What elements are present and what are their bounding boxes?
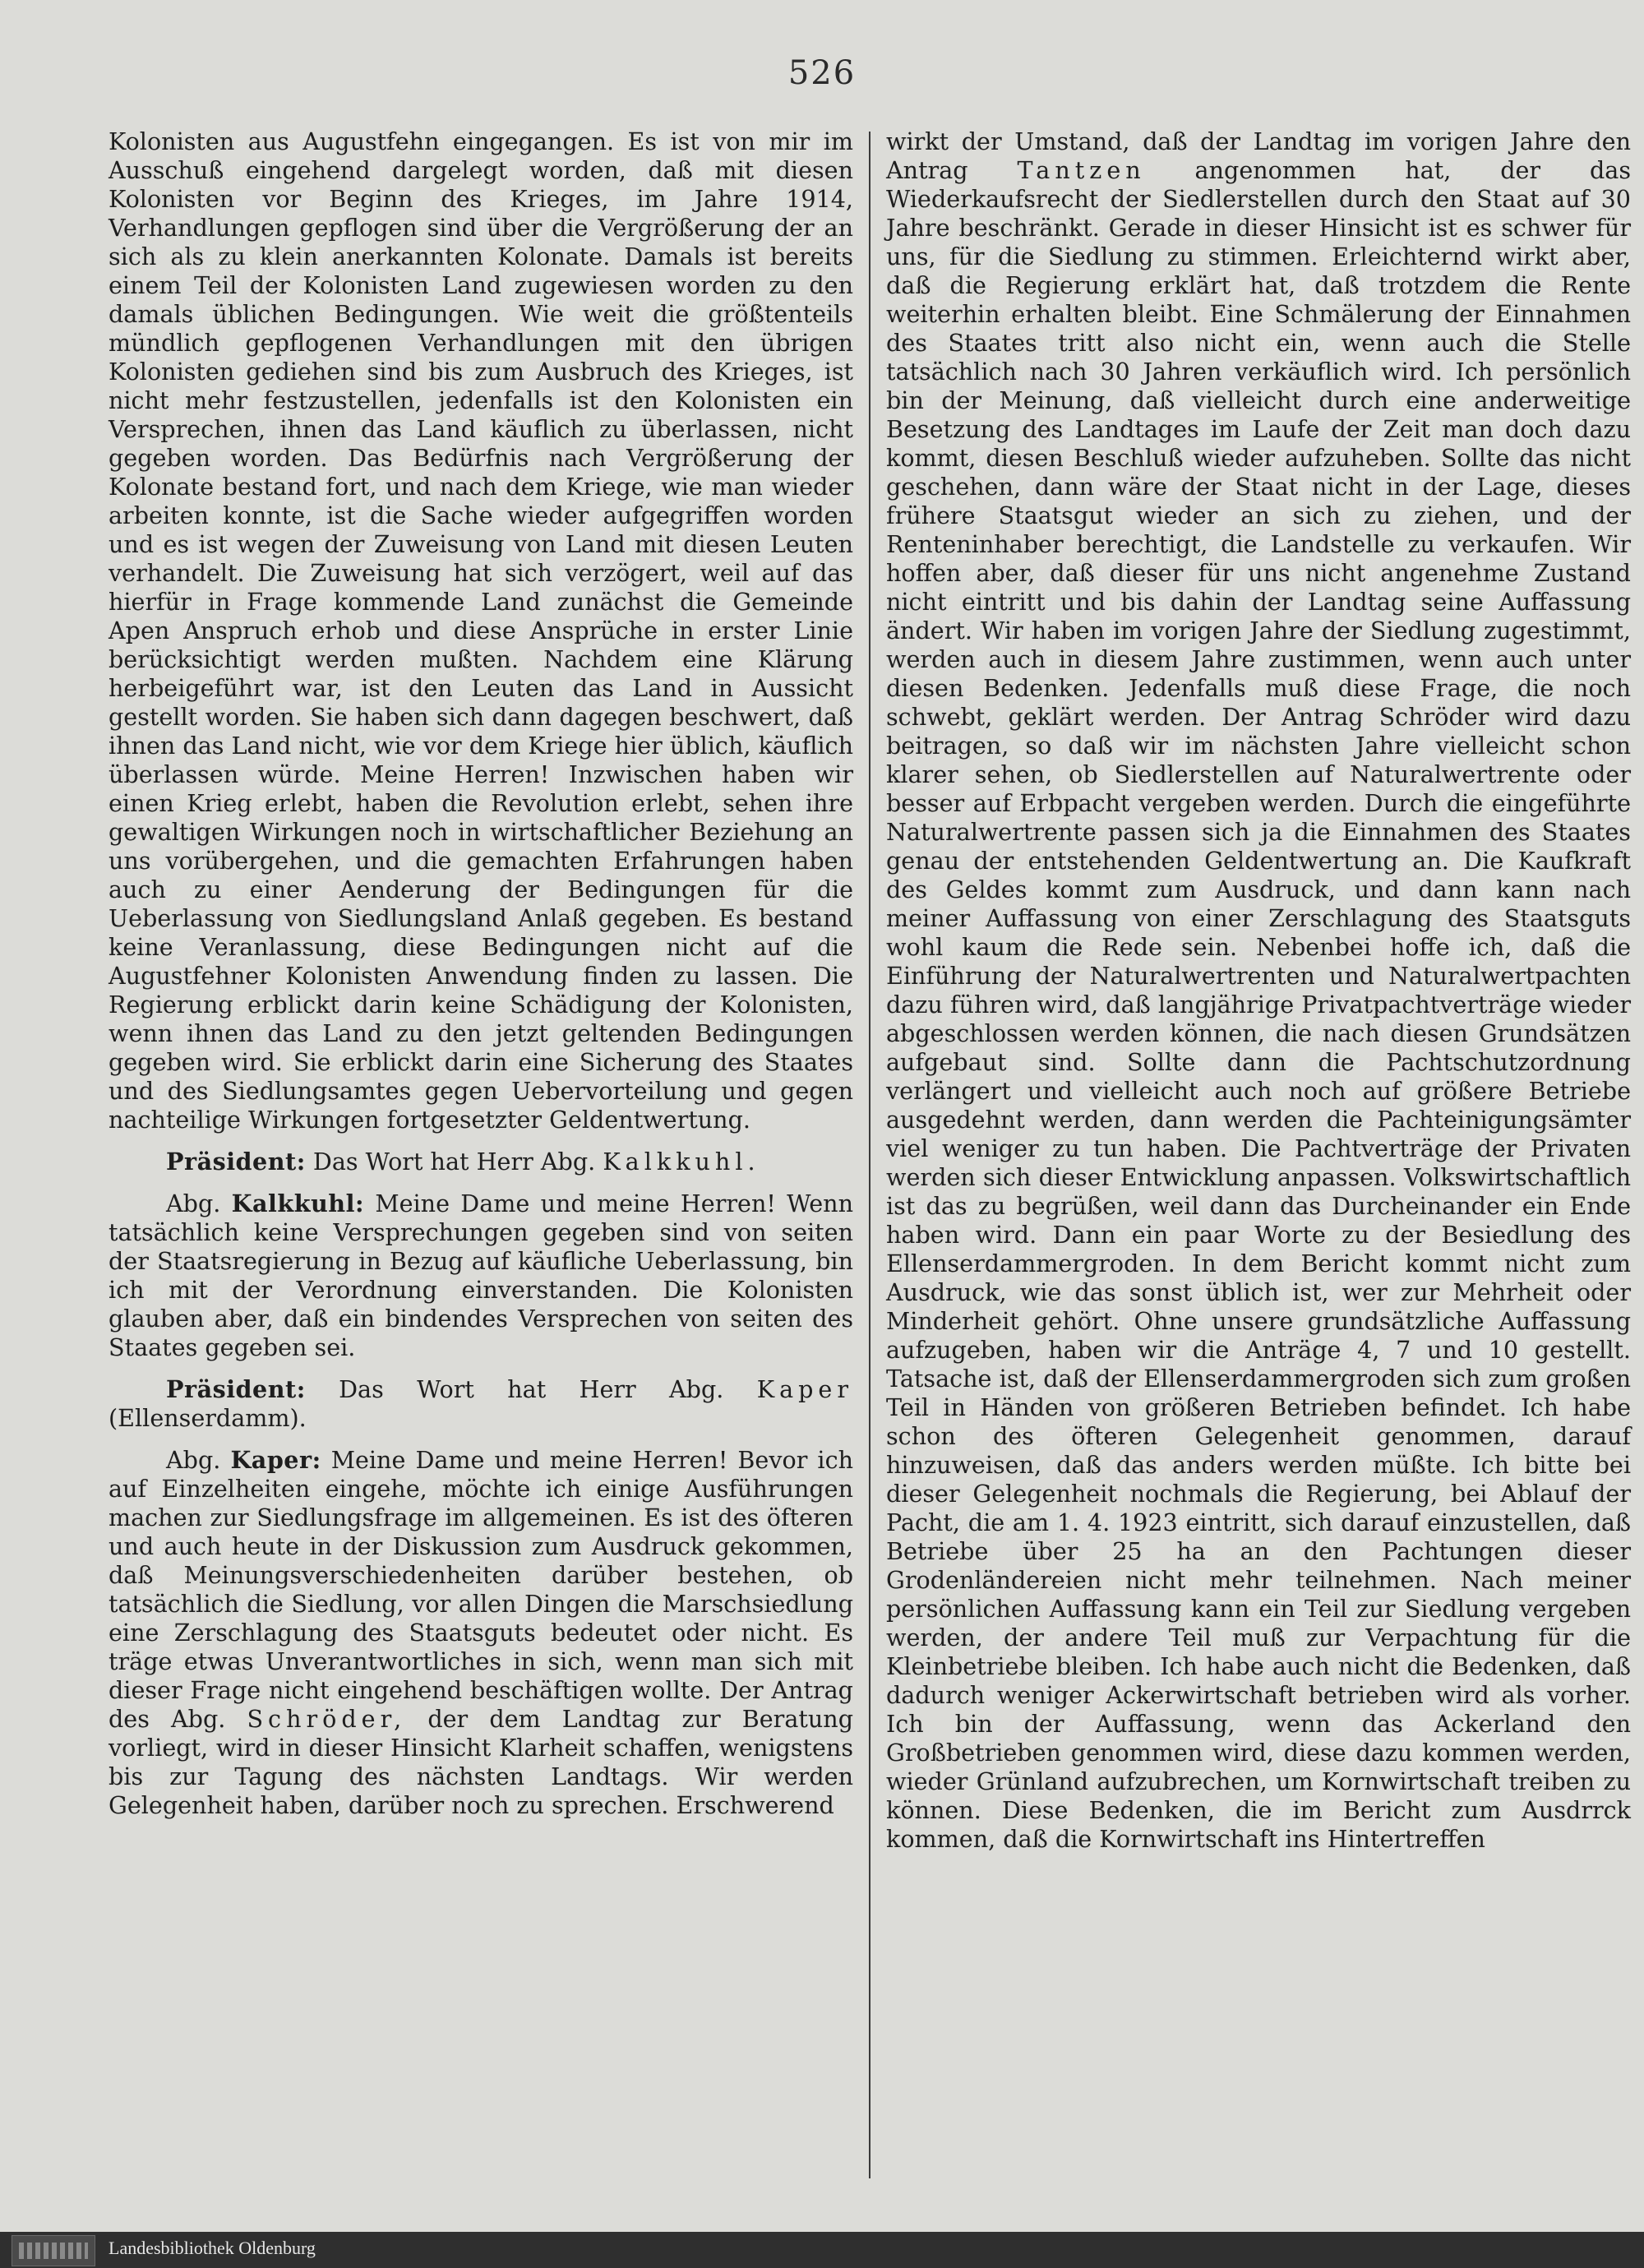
speech-text: Das Wort hat Herr Abg. <box>312 1148 596 1176</box>
left-paragraph-2 <box>109 1148 853 1176</box>
library-logo-icon <box>12 2235 95 2266</box>
speaker-label: Präsident: <box>166 1375 306 1403</box>
left-paragraph-4 <box>109 1375 853 1433</box>
right-column <box>886 127 1631 1854</box>
speech-text: Meine Dame und meine Herren! Wenn tatsächlich keine Versprechungen gegeben sind von seiten der Staatsregierung in Bezug auf käufliche Ueberlassung, bin ich mit der Verordnung einverstanden. Die Kolonisten glauben aber, daß ein bindendes Versprechen von seiten des Staates gegeben sei. <box>109 1189 853 1361</box>
left-paragraph-5 <box>109 1446 853 1820</box>
left-paragraph-3 <box>109 1189 853 1362</box>
footer-label: Landesbibliothek Oldenburg <box>109 2238 316 2258</box>
column-divider <box>869 132 870 2178</box>
speech-text: Das Wort hat Herr Abg. <box>339 1375 724 1403</box>
speaker-name: Tantzen <box>1017 156 1146 184</box>
speaker-prefix: Abg. <box>166 1189 221 1217</box>
speaker-label: Präsident: <box>166 1148 306 1176</box>
speaker-label: Kalkkuhl: <box>231 1189 365 1217</box>
speaker-name: Kalkkuhl. <box>603 1148 760 1176</box>
speech-text: angenommen hat, der das Wiederkaufsrecht der Siedlerstellen durch den Staat auf 30 Jahre beschränkt. Gerade in dieser Hinsicht ist es schwer für uns, für die Siedlung zu stimmen. Erleichternd wirkt aber, daß die Regierung erklärt hat, daß trotzdem die Rente weiterhin erhalten bleibt. Eine Schmälerung der Einnahmen des Staates tritt also nicht ein, wenn auch die Stelle tatsächlich nach 30 Jahren verkäuflich wird. Ich persönlich bin der Meinung, daß vielleicht durch eine anderweitige Besetzung des Landtages im Laufe der Zeit man doch dazu kommt, diesen Beschluß wieder aufzuheben. Sollte das nicht geschehen, dann wäre der Staat nicht in der Lage, dieses frühere Staatsgut wieder an sich zu ziehen, und der Renteninhaber berechtigt, die Landstelle zu verkaufen. Wir hoffen aber, daß dieser für uns nicht angenehme Zustand nicht eintritt und bis dahin der Landtag seine Auffassung ändert. Wir haben im vorigen Jahre der Siedlung zugestimmt, werden auch in diesem Jahre zustimmen, wenn auch unter diesen Bedenken. Jedenfalls muß diese Frage, die noch schwebt, geklärt werden. Der Antrag Schröder wird dazu beitragen, so daß wir im nächsten Jahre vielleicht schon klarer sehen, ob Siedlerstellen auf Naturalwertrente oder besser auf Erbpacht vergeben werden. Durch die eingeführte Naturalwertrente passen sich ja die Einnahmen des Staates genau der entstehenden Geldentwertung an. Die Kaufkraft des Geldes kommt zum Ausdruck, und dann kann nach meiner Auffassung von einer Zerschlagung des Staatsguts wohl kaum die Rede sein. Nebenbei hoffe ich, daß die Einführung der Naturalwertrenten und Naturalwertpachten dazu führen wird, daß langjährige Privatpachtverträge wieder abgeschlossen werden können, die nach diesen Grundsätzen aufgebaut sind. Sollte dann die Pachtschutzordnung verlängert und vielleicht auch noch auf größere Betriebe ausgedehnt werden, dann werden die Pachteinigungsämter viel weniger zu tun haben. Die Pachtverträge der Privaten werden sich dieser Entwicklung anpassen. Volkswirtschaftlich ist das zu begrüßen, weil dann das Durcheinander ein Ende haben wird. Dann ein paar Worte zu der Besiedlung des Ellenserdammergroden. In dem Bericht kommt nicht zum Ausdruck, wie das sonst üblich ist, wer zur Mehrheit oder Minderheit gehört. Ohne unsere grundsätzliche Auffassung aufzugeben, haben wir die Anträge 4, 7 und 10 gestellt. Tatsache ist, daß der Ellenserdammergroden sich zum großen Teil in Händen von größeren Betrieben befindet. Ich habe schon des öfteren Gelegenheit genommen, darauf hinzuweisen, daß das anders werden müßte. Ich bitte bei dieser Gelegenheit nochmals die Regierung, bei Ablauf der Pacht, die am 1. 4. 1923 eintritt, sich darauf einzustellen, daß Betriebe über 25 ha an den Pachtungen dieser Grodenländereien nicht mehr teilnehmen. Nach meiner persönlichen Auffassung kann ein Teil zur Siedlung vergeben werden, der andere Teil muß zur Verpachtung für die Kleinbetriebe bleiben. Ich habe auch nicht die Bedenken, daß dadurch weniger Ackerwirtschaft betrieben wird als vorher. Ich bin der Auffassung, wenn das Ackerland den Großbetrieben genommen wird, diese dazu kommen werden, wieder Grünland aufzubrechen, um Kornwirtschaft treiben zu können. Diese Bedenken, die im Bericht zum Ausdrrck kommen, daß die Kornwirtschaft ins Hintertreffen <box>886 156 1631 1853</box>
speech-text: wirkt der Umstand, daß der Landtag im vorigen Jahre den Antrag <box>886 127 1631 184</box>
right-paragraph-1 <box>886 127 1631 1854</box>
speech-text: Meine Dame und meine Herren! Bevor ich auf Einzelheiten eingehe, möchte ich einige Ausführungen machen zur Siedlungsfrage im allgemeinen. Es ist des öfteren und auch heute in der Diskussion zum Ausdruck gekommen, daß Meinungsverschiedenheiten darüber bestehen, ob tatsächlich die Siedlung, vor allen Dingen die Marschsiedlung eine Zerschlagung des Staatsguts bedeutet oder nicht. Es träge etwas Unverantwortliches in sich, wenn man sich mit dieser Frage nicht eingehend beschäftigen wollte. Der Antrag des Abg. <box>109 1446 854 1733</box>
speaker-name: Kaper <box>756 1375 854 1403</box>
page-number: 526 <box>787 54 857 92</box>
speaker-prefix: Abg. <box>166 1446 221 1474</box>
speaker-label: Kaper: <box>230 1446 321 1474</box>
speaker-suffix: (Ellenserdamm). <box>109 1404 307 1432</box>
left-column <box>109 127 853 1820</box>
left-paragraph-1: Kolonisten aus Augustfehn eingegangen. Es ist von mir im Ausschuß eingehend dargelegt worden, daß mit diesen Kolonisten vor Beginn des Krieges, im Jahre 1914, Verhandlungen gepflogen sind über die Vergrößerung der an sich als zu klein anerkannten Kolonate. Damals ist bereits einem Teil der Kolonisten Land zugewiesen worden zu den damals üblichen Bedingungen. Wie weit die größtenteils mündlich gepflogenen Verhandlungen mit den übrigen Kolonisten gediehen sind bis zum Ausbruch des Krieges, ist nicht mehr festzustellen, jedenfalls ist den Kolonisten ein Versprechen, ihnen das Land käuflich zu überlassen, nicht gegeben worden. Das Bedürfnis nach Vergrößerung der Kolonate bestand fort, und nach dem Kriege, wie man wieder arbeiten konnte, ist die Sache wieder aufgegriffen worden und es ist wegen der Zuweisung von Land mit diesen Leuten verhandelt. Die Zuweisung hat sich verzögert, weil auf das hierfür in Frage kommende Land zunächst die Gemeinde Apen Anspruch erhob und diese Ansprüche in erster Linie berücksichtigt werden mußten. Nachdem eine Klärung herbeigeführt war, ist den Leuten das Land in Aussicht gestellt worden. Sie haben sich dann dagegen beschwert, daß ihnen das Land nicht, wie vor dem Kriege hier üblich, käuflich überlassen würde. Meine Herren! Inzwischen haben wir einen Krieg erlebt, haben die Revolution erlebt, sehen ihre gewaltigen Wirkungen noch in wirtschaftlicher Beziehung an uns vorübergehen, und die gemachten Erfahrungen haben auch zu einer Aenderung der Bedingungen für die Ueberlassung von Siedlungsland Anlaß gegeben. Es bestand keine Veranlassung, diese Bedingungen nicht auf die Augustfehner Kolonisten Anwendung finden zu lassen. Die Regierung erblickt darin keine Schädigung der Kolonisten, wenn ihnen das Land zu den jetzt geltenden Bedingungen gegeben wird. Sie erblickt darin eine Sicherung des Staates und des Siedlungsamtes gegen Uebervorteilung und gegen nachteilige Wirkungen fortgesetzter Geldentwertung. <box>109 127 853 1134</box>
speech-text: der dem Landtag zur Beratung vorliegt, wird in dieser Hinsicht Klarheit schaffen, wenigstens bis zur Tagung des nächsten Landtags. Wir werden Gelegenheit haben, darüber noch zu sprechen. Erschwerend <box>109 1705 853 1819</box>
speaker-name: Schröder, <box>247 1705 407 1733</box>
